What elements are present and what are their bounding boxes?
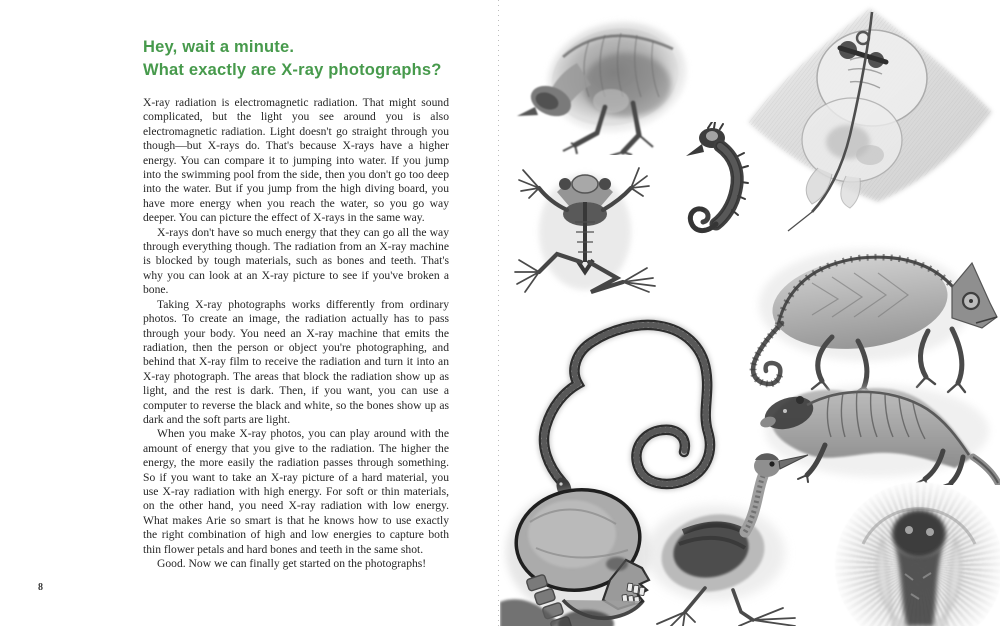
right-page bbox=[500, 0, 1000, 626]
heading-line-1: Hey, wait a minute. bbox=[143, 38, 295, 56]
xray-human-skull-image bbox=[500, 482, 665, 626]
xray-bird-pecking-image bbox=[505, 5, 705, 155]
body-paragraph: When you make X-ray photos, you can play around with the amount of energy that you give to the radiation. The higher the energy, the more easily the radiation passes through something. So if you want to take an X-ray picture of a hard material, you use X-ray radiation with high energy. For soft or thin materials, on the other hand, you need X-ray radiation with low energy. What makes Arie so smart is that he knows how to use exactly the right combination of high and low energies to capture both thin flower petals and hard bones and teeth in the same shot. bbox=[143, 427, 449, 556]
body-text bbox=[143, 96, 449, 571]
xray-seahorse-image bbox=[678, 122, 758, 240]
body-paragraph: X-rays don't have so much energy that they can go all the way through everything though. The radiation from an X-ray machine is blocked by tough materials, such as bones and teeth. That's why you can look at an X-ray picture to see if you've broken a bone. bbox=[143, 225, 449, 297]
xray-bird-chick-image bbox=[645, 440, 850, 626]
body-paragraph: X-ray radiation is electromagnetic radiation. That might sound complicated, but the light you see around you is also electromagnetic radiation. Light doesn't go straight through you though—but X-rays do. That's because X-rays have a higher energy. You can compare it to jumping into water. If you jump into the swimming pool from the side, then you don't go too deep into the water. But if you jump from the high diving board, you have more energy when you reach the water, so you go way deeper. You can picture the effect of X-rays in the same way. bbox=[143, 96, 449, 225]
page-heading bbox=[143, 36, 473, 82]
page-number: 8 bbox=[38, 582, 43, 593]
page-gutter-divider bbox=[498, 0, 499, 626]
body-paragraph: Good. Now we can finally get started on the photographs! bbox=[157, 557, 427, 570]
heading-line-2: What exactly are X-ray photographs? bbox=[143, 61, 442, 79]
xray-owl-image bbox=[835, 482, 1000, 626]
body-paragraph: Taking X-ray photographs works differently from ordinary photos. To create an image, the radiation actually has to pass through your body. You need an X-ray machine that emits the radiation, then the person or object you're photographing, and behind that X-ray film to receive the radiation and turn it into an X-ray photograph. The areas that block the radiation show up as light, and the rest is dark. Then, if you want, you can use a computer to reverse the black and white, so the bones show up as dark and the soft parts are light. bbox=[143, 297, 449, 426]
left-page bbox=[0, 0, 498, 626]
xray-frog-image bbox=[505, 160, 665, 310]
